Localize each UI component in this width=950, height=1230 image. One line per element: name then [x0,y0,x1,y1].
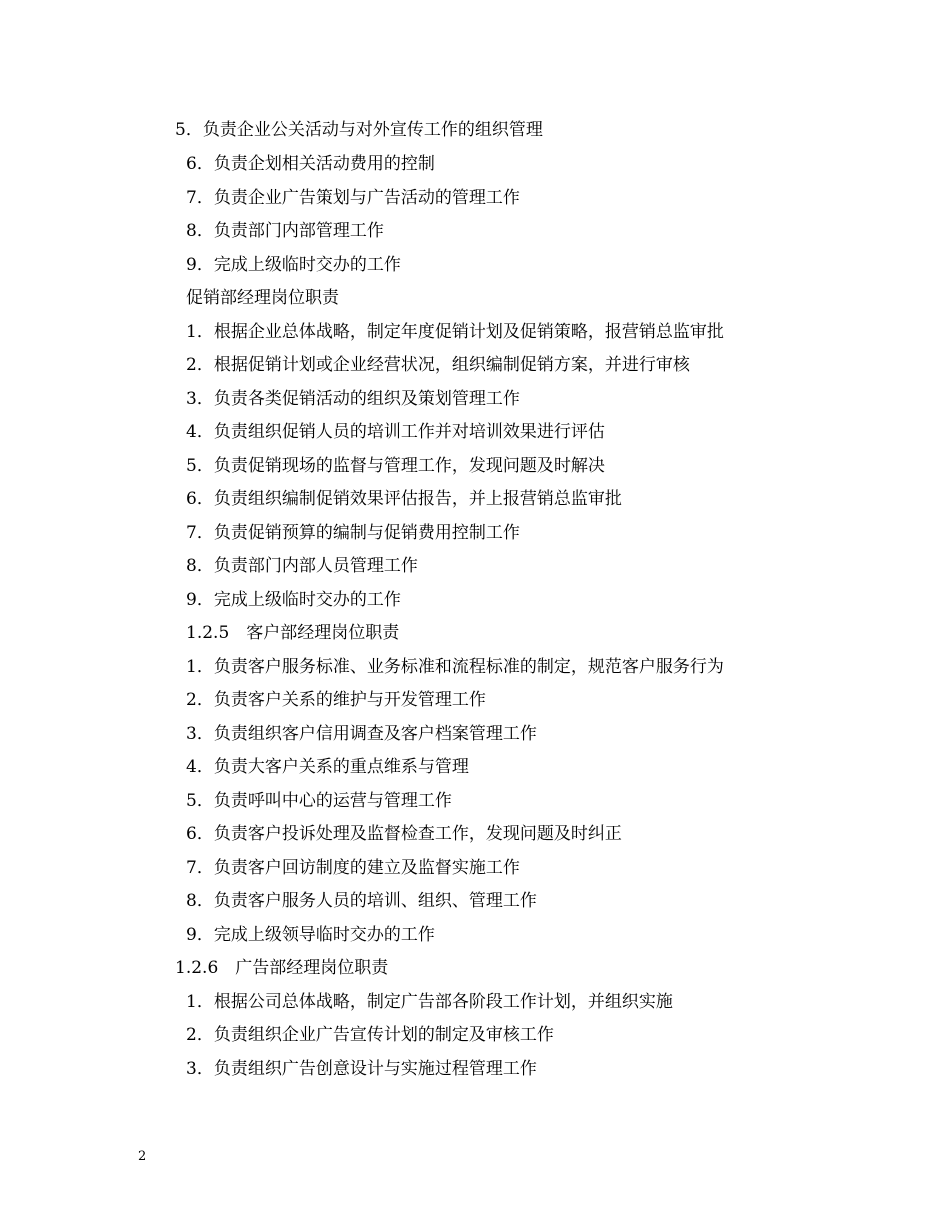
text-line: 5．负责促销现场的监督与管理工作，发现问题及时解决 [186,456,605,476]
text-line: 5．负责企业公关活动与对外宣传工作的组织管理 [175,120,543,140]
text-line: 2．根据促销计划或企业经营状况，组织编制促销方案，并进行审核 [186,355,690,375]
text-line: 1．根据企业总体战略，制定年度促销计划及促销策略，报营销总监审批 [186,322,724,342]
text-line: 3．负责组织客户信用调查及客户档案管理工作 [186,724,537,744]
text-line: 8．负责客户服务人员的培训、组织、管理工作 [186,891,537,911]
text-line: 6．负责企划相关活动费用的控制 [186,154,435,174]
section-heading: 1.2.5 客户部经理岗位职责 [186,623,400,643]
text-line: 9．完成上级临时交办的工作 [186,590,401,610]
text-line: 4．负责组织促销人员的培训工作并对培训效果进行评估 [186,422,605,442]
text-line: 7．负责促销预算的编制与促销费用控制工作 [186,523,520,543]
text-line: 2．负责客户关系的维护与开发管理工作 [186,690,486,710]
text-line: 5．负责呼叫中心的运营与管理工作 [186,791,452,811]
text-line: 9．完成上级领导临时交办的工作 [186,925,435,945]
text-line: 6．负责组织编制促销效果评估报告，并上报营销总监审批 [186,489,622,509]
text-line: 3．负责各类促销活动的组织及策划管理工作 [186,389,520,409]
text-line: 9．完成上级临时交办的工作 [186,255,401,275]
text-line: 2．负责组织企业广告宣传计划的制定及审核工作 [186,1025,554,1045]
text-line: 1．根据公司总体战略，制定广告部各阶段工作计划，并组织实施 [186,992,673,1012]
text-line: 3．负责组织广告创意设计与实施过程管理工作 [186,1059,537,1079]
text-line: 7．负责企业广告策划与广告活动的管理工作 [186,188,520,208]
text-line: 6．负责客户投诉处理及监督检查工作，发现问题及时纠正 [186,824,622,844]
text-line: 7．负责客户回访制度的建立及监督实施工作 [186,858,520,878]
text-line: 4．负责大客户关系的重点维系与管理 [186,757,469,777]
page-number: 2 [138,1149,147,1164]
section-heading: 促销部经理岗位职责 [186,288,339,308]
text-line: 1．负责客户服务标准、业务标准和流程标准的制定，规范客户服务行为 [186,657,724,677]
text-line: 8．负责部门内部人员管理工作 [186,556,418,576]
section-heading: 1.2.6 广告部经理岗位职责 [175,958,389,978]
text-line: 8．负责部门内部管理工作 [186,221,384,241]
